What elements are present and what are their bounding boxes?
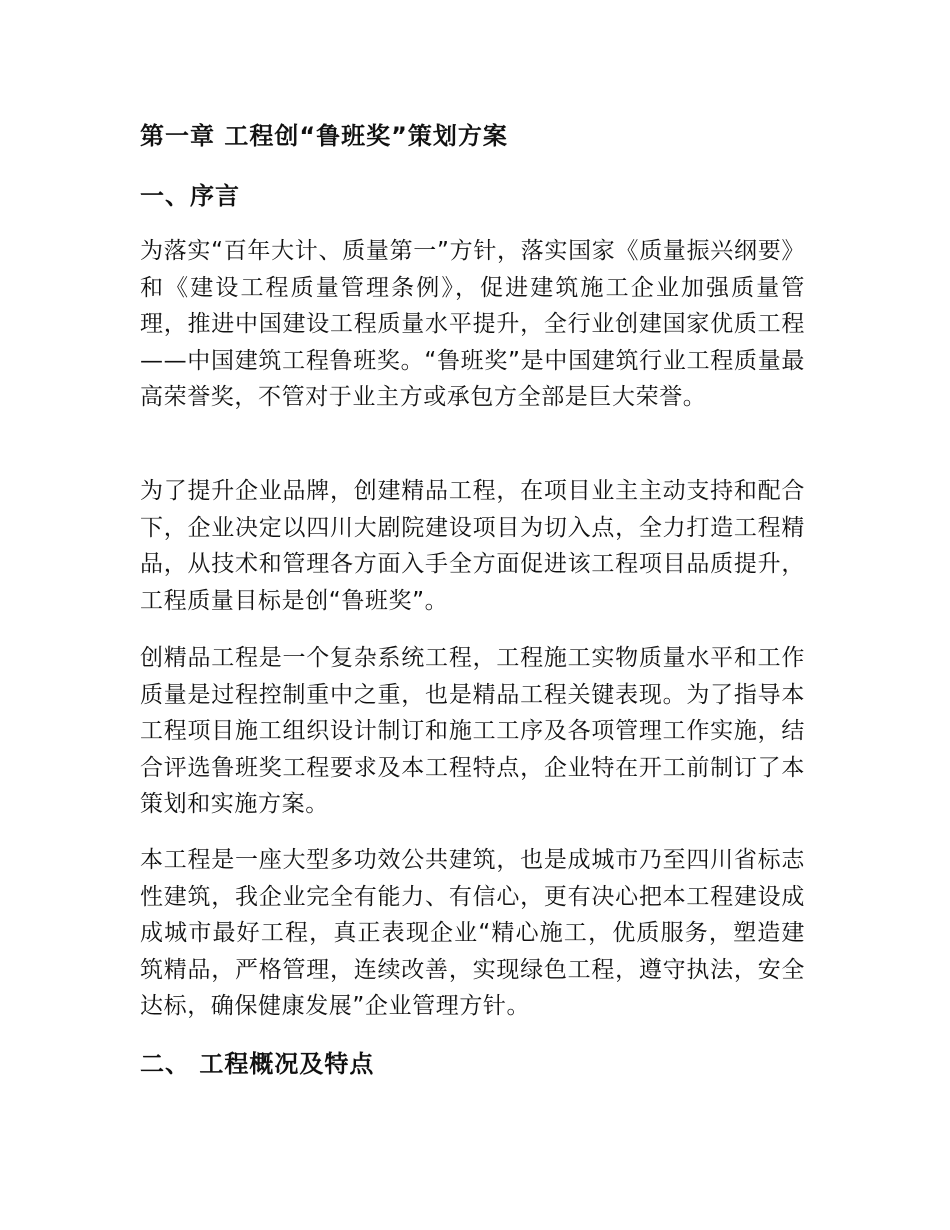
paragraph-4: 本工程是一座大型多功效公共建筑，也是成城市乃至四川省标志性建筑，我企业完全有能力、有信心，更有决心把本工程建设成成城市最好工程，真正表现企业“精心施工，优质服务，塑造建筑精品，严格管理，连续改善，实现绿色工程，遵守执法，安全达标，确保健康发展”企业管理方针。 (140, 847, 805, 1020)
paragraph-3: 创精品工程是一个复杂系统工程，工程施工实物质量水平和工作质量是过程控制重中之重，也是精品工程关键表现。为了指导本工程项目施工组织设计制订和施工工序及各项管理工作实施，结合评选鲁班奖工程要求及本工程特点，企业特在开工前制订了本策划和实施方案。 (140, 645, 805, 818)
chapter-title: 第一章 工程创“鲁班奖”策划方案 (140, 122, 508, 150)
paragraph-1: 为落实“百年大计、质量第一”方针，落实国家《质量振兴纲要》和《建设工程质量管理条例》，促进建筑施工企业加强质量管理，推进中国建设工程质量水平提升，全行业创建国家优质工程——中国建筑工程鲁班奖。“鲁班奖”是中国建筑行业工程质量最高荣誉奖，不管对于业主方或承包方全部是巨大荣誉。 (140, 238, 805, 411)
section-heading-preface: 一、序言 (140, 182, 240, 210)
section-heading-overview: 二、 工程概况及特点 (140, 1050, 375, 1078)
paragraph-2: 为了提升企业品牌，创建精品工程，在项目业主主动支持和配合下，企业决定以四川大剧院建设项目为切入点，全力打造工程精品，从技术和管理各方面入手全方面促进该工程项目品质提升，工程质量目标是创“鲁班奖”。 (140, 478, 805, 614)
